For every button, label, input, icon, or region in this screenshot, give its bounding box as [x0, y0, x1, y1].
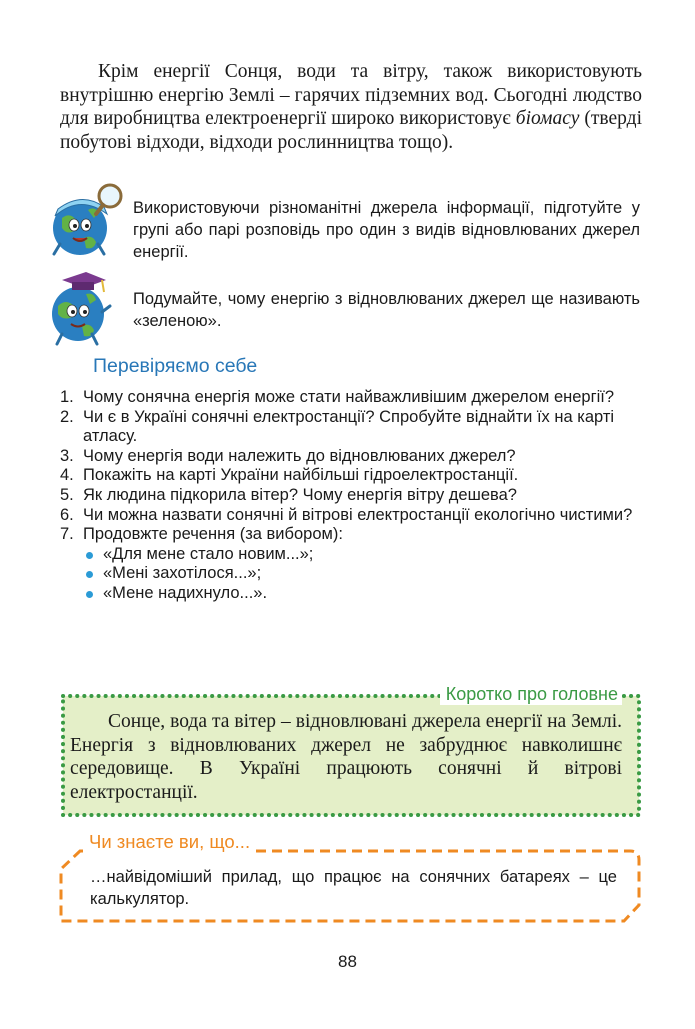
- question-number: 7.: [60, 525, 74, 544]
- question-text: Покажіть на карті України найбільші гідроелектростанції.: [83, 466, 519, 485]
- prompt-text: «Мене надихнуло...».: [103, 583, 268, 602]
- prompt-item: [83, 564, 642, 584]
- prompt-item: [83, 584, 642, 604]
- prompt-text: «Для мене стало новим...»;: [103, 544, 314, 563]
- question-number: 4.: [60, 466, 74, 485]
- globe-graduate-icon: [40, 266, 125, 348]
- page-number: 88: [338, 952, 357, 971]
- question-number: 3.: [60, 446, 74, 465]
- question-item: [60, 486, 642, 506]
- intro-paragraph: [60, 60, 642, 154]
- question-text: Як людина підкорила вітер? Чому енергія вітру дешева?: [83, 485, 517, 504]
- question-item: [60, 408, 642, 447]
- self-check-heading: Перевіряємо себе: [93, 355, 258, 377]
- question-list: [60, 388, 642, 604]
- question-item: [60, 506, 642, 526]
- think-task: Подумайте, чому енергію з відновлюваних джерел ще називають «зеленою».: [133, 290, 640, 330]
- question-text: Чи можна назвати сонячні й вітрові електростанції екологічно чистими?: [83, 505, 633, 524]
- summary-title: Коротко про головне: [440, 683, 622, 705]
- summary-text: Сонце, вода та вітер – відновлювані джерела енергії на Землі. Енергія з відновлюваних джерел не забруднює навколишнє середовище. В Україні працюють сонячні й вітрові електростанції.: [70, 711, 622, 803]
- sentence-prompts: [83, 545, 642, 604]
- bullet-icon: [86, 571, 93, 578]
- summary-paragraph: [70, 710, 622, 804]
- question-item: [60, 525, 642, 603]
- question-number: 6.: [60, 505, 74, 524]
- intro-text-start: Крім енергії Сонця, води та вітру, також використовують внутрішню енергію Землі – гарячих підземних вод. Сьогодні людство для виробництва електроенергії широко використовує: [60, 61, 642, 129]
- bullet-icon: [86, 552, 93, 559]
- fact-title: Чи знаєте ви, що...: [83, 831, 256, 853]
- research-task: Використовуючи різноманітні джерела інформації, підготуйте у групі або парі розповідь про один з видів відновлюваних джерел енергії.: [133, 199, 640, 261]
- prompt-item: [83, 545, 642, 565]
- question-text: Продовжте речення (за вибором):: [83, 525, 343, 544]
- prompt-text: «Мені захотілося...»;: [103, 564, 262, 583]
- intro-emphasis: біомасу: [515, 108, 580, 129]
- question-text: Чи є в Україні сонячні електростанції? Спробуйте віднайти їх на карті атласу.: [83, 407, 615, 446]
- question-item: [60, 447, 642, 467]
- question-text: Чому сонячна енергія може стати найважливішим джерелом енергії?: [83, 388, 615, 406]
- globe-magnifier-icon: [40, 180, 130, 260]
- intro-text-end: (тверді побутові відходи, відходи рослинництва тощо).: [60, 108, 642, 153]
- fact-text: …найвідоміший прилад, що працює на сонячних батареях – це калькулятор.: [90, 868, 617, 908]
- question-number: 5.: [60, 485, 74, 504]
- question-number: 2.: [60, 407, 74, 426]
- question-item: [60, 388, 642, 408]
- question-number: 1.: [60, 388, 74, 406]
- question-item: [60, 466, 642, 486]
- bullet-icon: [86, 591, 93, 598]
- summary-box: [60, 684, 642, 818]
- question-text: Чому енергія води належить до відновлюваних джерел?: [83, 446, 516, 465]
- fact-box: [58, 831, 642, 925]
